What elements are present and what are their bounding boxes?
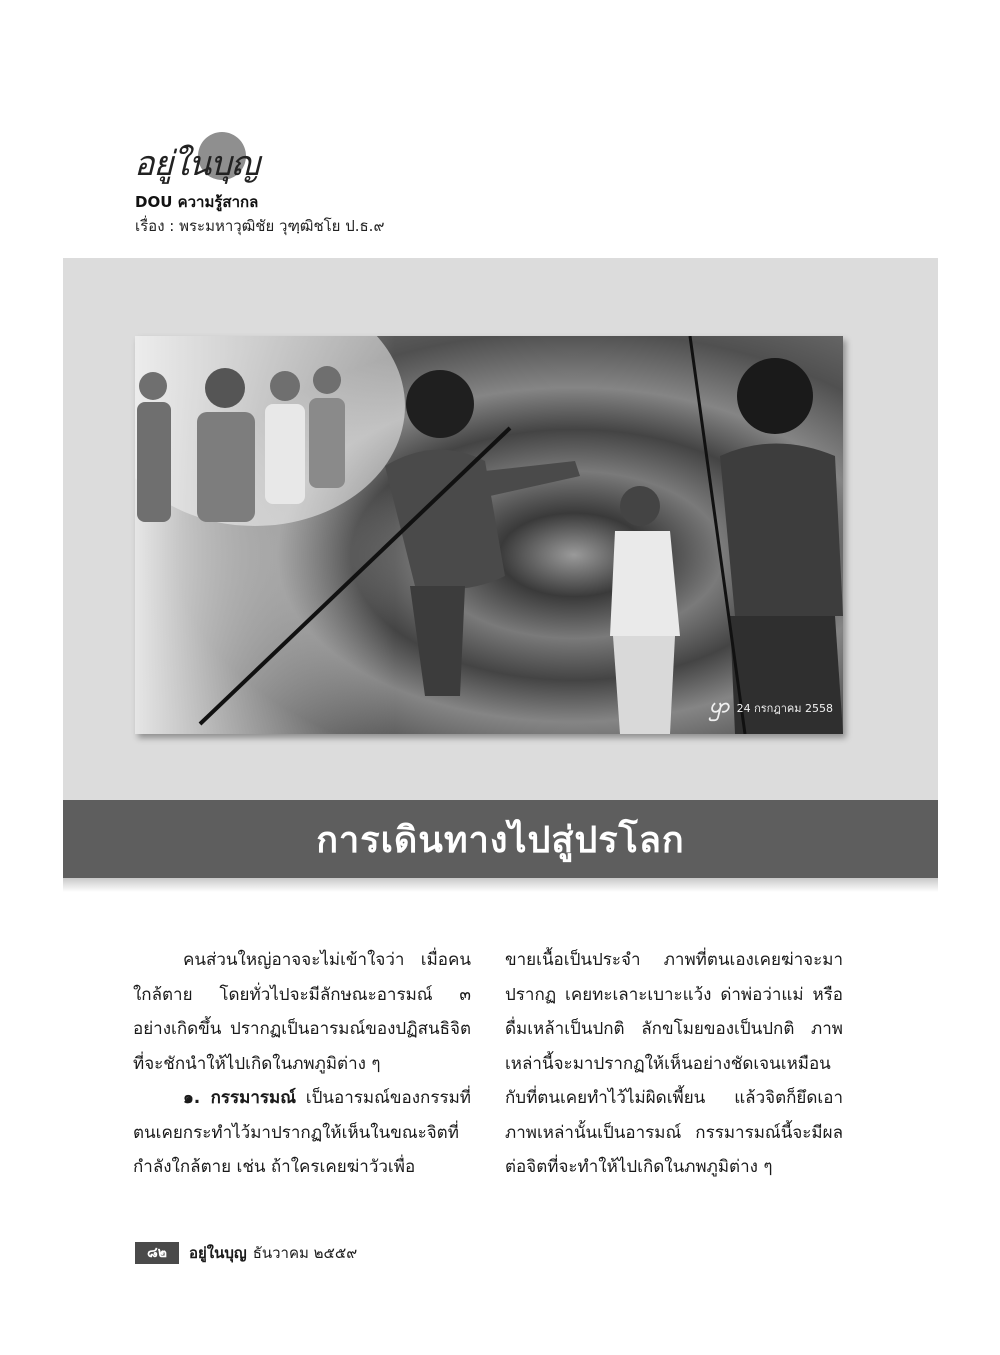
section-label: DOU ความรู้สากล <box>135 193 259 211</box>
illustration-drawing <box>135 336 843 734</box>
right-column-paragraph: ขายเนื้อเป็นประจำ ภาพที่ตนเองเคยฆ่าจะมาปรากฏ เคยทะเลาะเบาะแว้ง ด่าพ่อว่าแม่ หรือดื่มเหล้าเป็นปกติ ลักขโมยของเป็นปกติ ภาพเหล่านี้จะมาปรากฏให้เห็นอย่างชัดเจนเหมือนกับที่ตนเคยทำไว้ไม่ผิดเพี้ยน แล้วจิตก็ยึดเอาภาพเหล่านั้นเป็นอารมณ์ กรรมารมณ์นี้จะมีผลต่อจิตที่จะทำให้ไปเกิดในภพภูมิต่าง ๆ <box>505 950 843 1177</box>
page-footer <box>135 1239 357 1267</box>
article-column-right <box>505 943 843 1185</box>
byline: เรื่อง : พระมหาวุฒิชัย วุฑฺฒิชโย ป.ธ.๙ <box>135 217 385 235</box>
point-1-text: เป็นอารมณ์ของกรรมที่ตนเคยกระทำไว้มาปรากฏให้เห็นในขณะจิตที่กำลังใกล้ตาย เช่น ถ้าใครเคยฆ่าวัวเพื่อ <box>133 1088 471 1177</box>
magazine-logo <box>120 128 260 188</box>
title-band <box>63 800 938 878</box>
logo-text: อยู่ในบุญ <box>134 144 259 184</box>
article-column-left <box>133 943 471 1185</box>
article-illustration <box>135 336 843 734</box>
watermark-date: 24 กรกฎาคม 2558 <box>736 702 833 715</box>
footer-magazine-name: อยู่ในบุญ <box>189 1244 247 1262</box>
illustration-watermark <box>709 692 833 722</box>
title-shadow <box>63 878 938 892</box>
intro-paragraph: คนส่วนใหญ่อาจจะไม่เข้าใจว่า เมื่อคนใกล้ตาย โดยทั่วไปจะมีลักษณะอารมณ์ ๓ อย่างเกิดขึ้น ปรากฏเป็นอารมณ์ของปฏิสนธิจิตที่จะชักนำให้ไปเกิดในภพภูมิต่าง ๆ <box>133 950 471 1074</box>
watermark-logo: ꩥ <box>709 693 730 717</box>
point-1-paragraph <box>133 1081 471 1185</box>
article-title: การเดินทางไปสู่ปรโลก <box>316 819 685 861</box>
footer-issue: ธันวาคม ๒๕๕๙ <box>252 1244 358 1262</box>
point-1-label: ๑. กรรมารมณ์ <box>183 1088 296 1108</box>
page-number: ๘๒ <box>135 1242 179 1264</box>
